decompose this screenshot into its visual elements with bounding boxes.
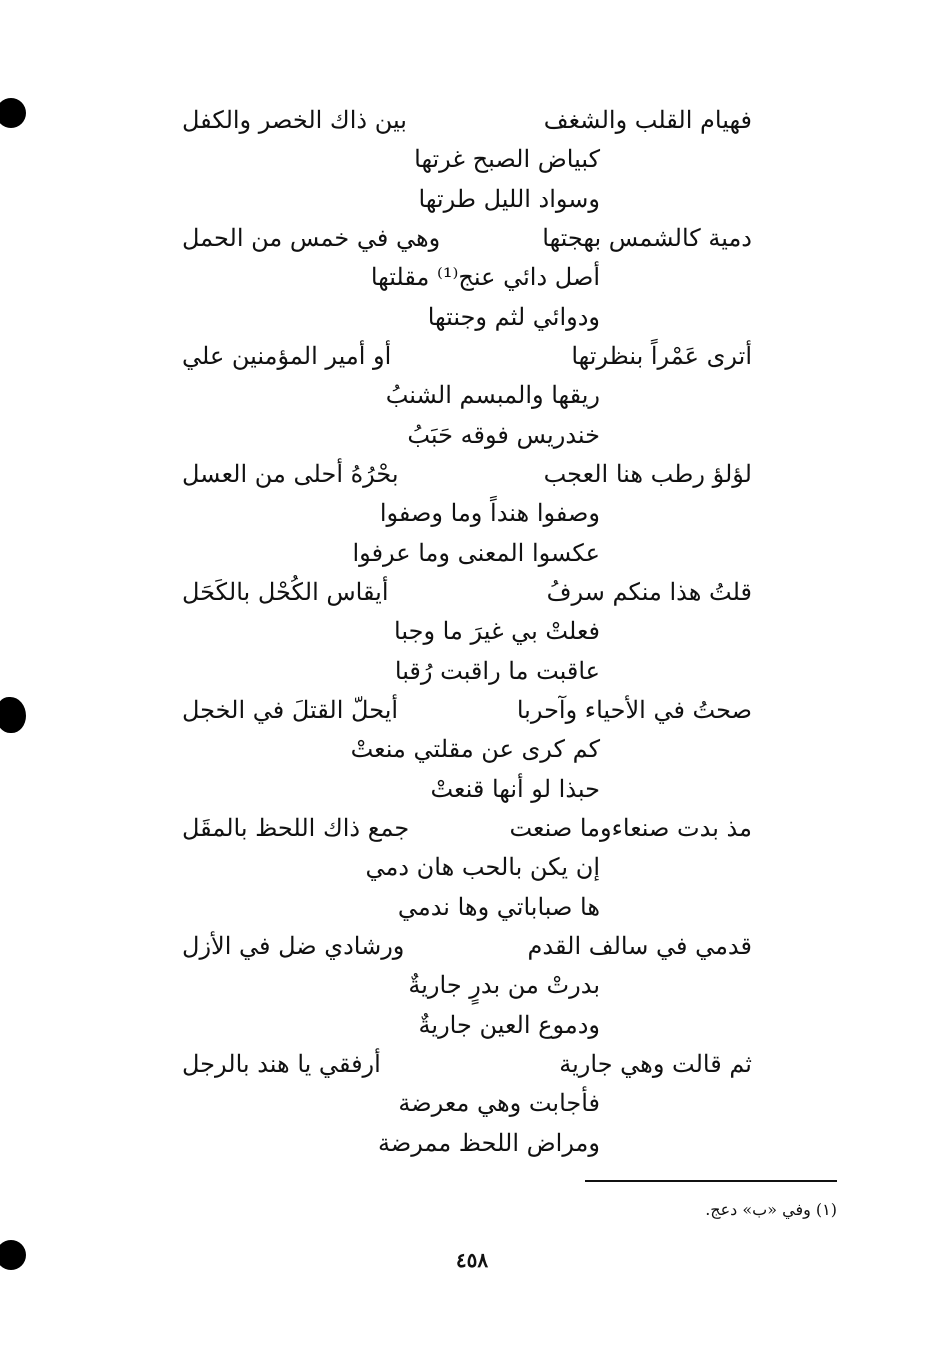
verse-second-hemistich: أيحلّ القتلَ في الخجل	[182, 696, 399, 724]
poem-verse	[182, 100, 752, 140]
footnote-separator	[585, 1180, 837, 1182]
footnote: (١) وفي «ب» دعج.	[705, 1200, 837, 1219]
verse-second-hemistich: ورشادي ضل في الأزل	[182, 932, 405, 960]
verse-first-hemistich: لؤلؤ رطب هنا العجب	[543, 460, 752, 488]
verse-second-hemistich: جمع ذاك اللحظ بالمقَل	[182, 814, 410, 842]
poem-verse	[182, 1044, 752, 1084]
poem-refrain-line: عكسوا المعنى وما عرفوا	[352, 539, 600, 567]
verse-second-hemistich: وهي في خمس من الحمل	[182, 224, 441, 252]
verse-first-hemistich: صحتُ في الأحياء وآحربا	[516, 696, 752, 724]
poem-refrain-line: أصل دائي عنج⁽¹⁾ مقلتها	[370, 263, 600, 291]
poem-verse	[182, 808, 752, 848]
poem-refrain-line: إن يكن بالحب هان دمي	[365, 853, 600, 881]
poem-refrain-line: ومراض اللحظ ممرضة	[377, 1129, 600, 1157]
poem-refrain-line: وصفوا هنداً وما وصفوا	[379, 499, 600, 527]
poem-refrain-line: فعلتْ بي غيرَ ما وجبا	[394, 617, 600, 645]
verse-first-hemistich: دمية كالشمس بهجتها	[542, 224, 752, 252]
verse-first-hemistich: مذ بدت صنعاءوما صنعت	[509, 814, 752, 842]
verse-second-hemistich: أيقاس الكُحْل بالكَحَل	[182, 578, 389, 606]
poem-refrain-line: ودوائي لثم وجنتها	[427, 303, 600, 331]
poem-refrain-line: عاقبت ما راقبت رُقبا	[394, 657, 600, 685]
verse-first-hemistich: قدمي في سالف القدم	[527, 932, 752, 960]
verse-first-hemistich: ثم قالت وهي جارية	[559, 1050, 752, 1078]
poem-refrain-line: كبياض الصبح غرتها	[414, 145, 600, 173]
binding-hole	[0, 697, 26, 733]
poem-refrain-line: خندريس فوقه حَبَبُ	[407, 421, 600, 449]
verse-first-hemistich: أترى عَمْراً بنظرتها	[571, 342, 752, 370]
poem-refrain-line: بدرتْ من بدرٍ جاريةٌ	[408, 971, 600, 999]
poem-refrain-line: ها صباباتي وها ندمي	[397, 893, 600, 921]
verse-second-hemistich: بحْرُهُ أحلى من العسل	[182, 460, 399, 488]
poem-refrain-line: ريقها والمبسم الشنبُ	[385, 381, 600, 409]
verse-first-hemistich: قلتُ هذا منكم سرفُ	[546, 578, 752, 606]
poem-verse	[182, 926, 752, 966]
poem-verse	[182, 690, 752, 730]
page-number: ٤٥٨	[455, 1248, 489, 1272]
verse-second-hemistich: أو أمير المؤمنين علي	[182, 342, 392, 370]
poem-refrain-line: وسواد الليل طرتها	[418, 185, 600, 213]
poem-refrain-line: حبذا لو أنها قنعتْ	[430, 775, 600, 803]
poem-refrain-line: ودموع العين جاريةٌ	[418, 1011, 600, 1039]
poem-verse	[182, 454, 752, 494]
poem-refrain-line: فأجابت وهي معرضة	[398, 1089, 600, 1117]
verse-second-hemistich: أرفقي يا هند بالرجل	[182, 1050, 381, 1078]
verse-second-hemistich: بين ذاك الخصر والكفل	[182, 106, 407, 134]
poem-refrain-line: كم كرى عن مقلتي منعتْ	[350, 735, 600, 763]
poem-verse	[182, 218, 752, 258]
poem-verse	[182, 572, 752, 612]
verse-first-hemistich: فهيام القلب والشغف	[543, 106, 752, 134]
poem-verse	[182, 336, 752, 376]
binding-hole	[0, 98, 26, 128]
